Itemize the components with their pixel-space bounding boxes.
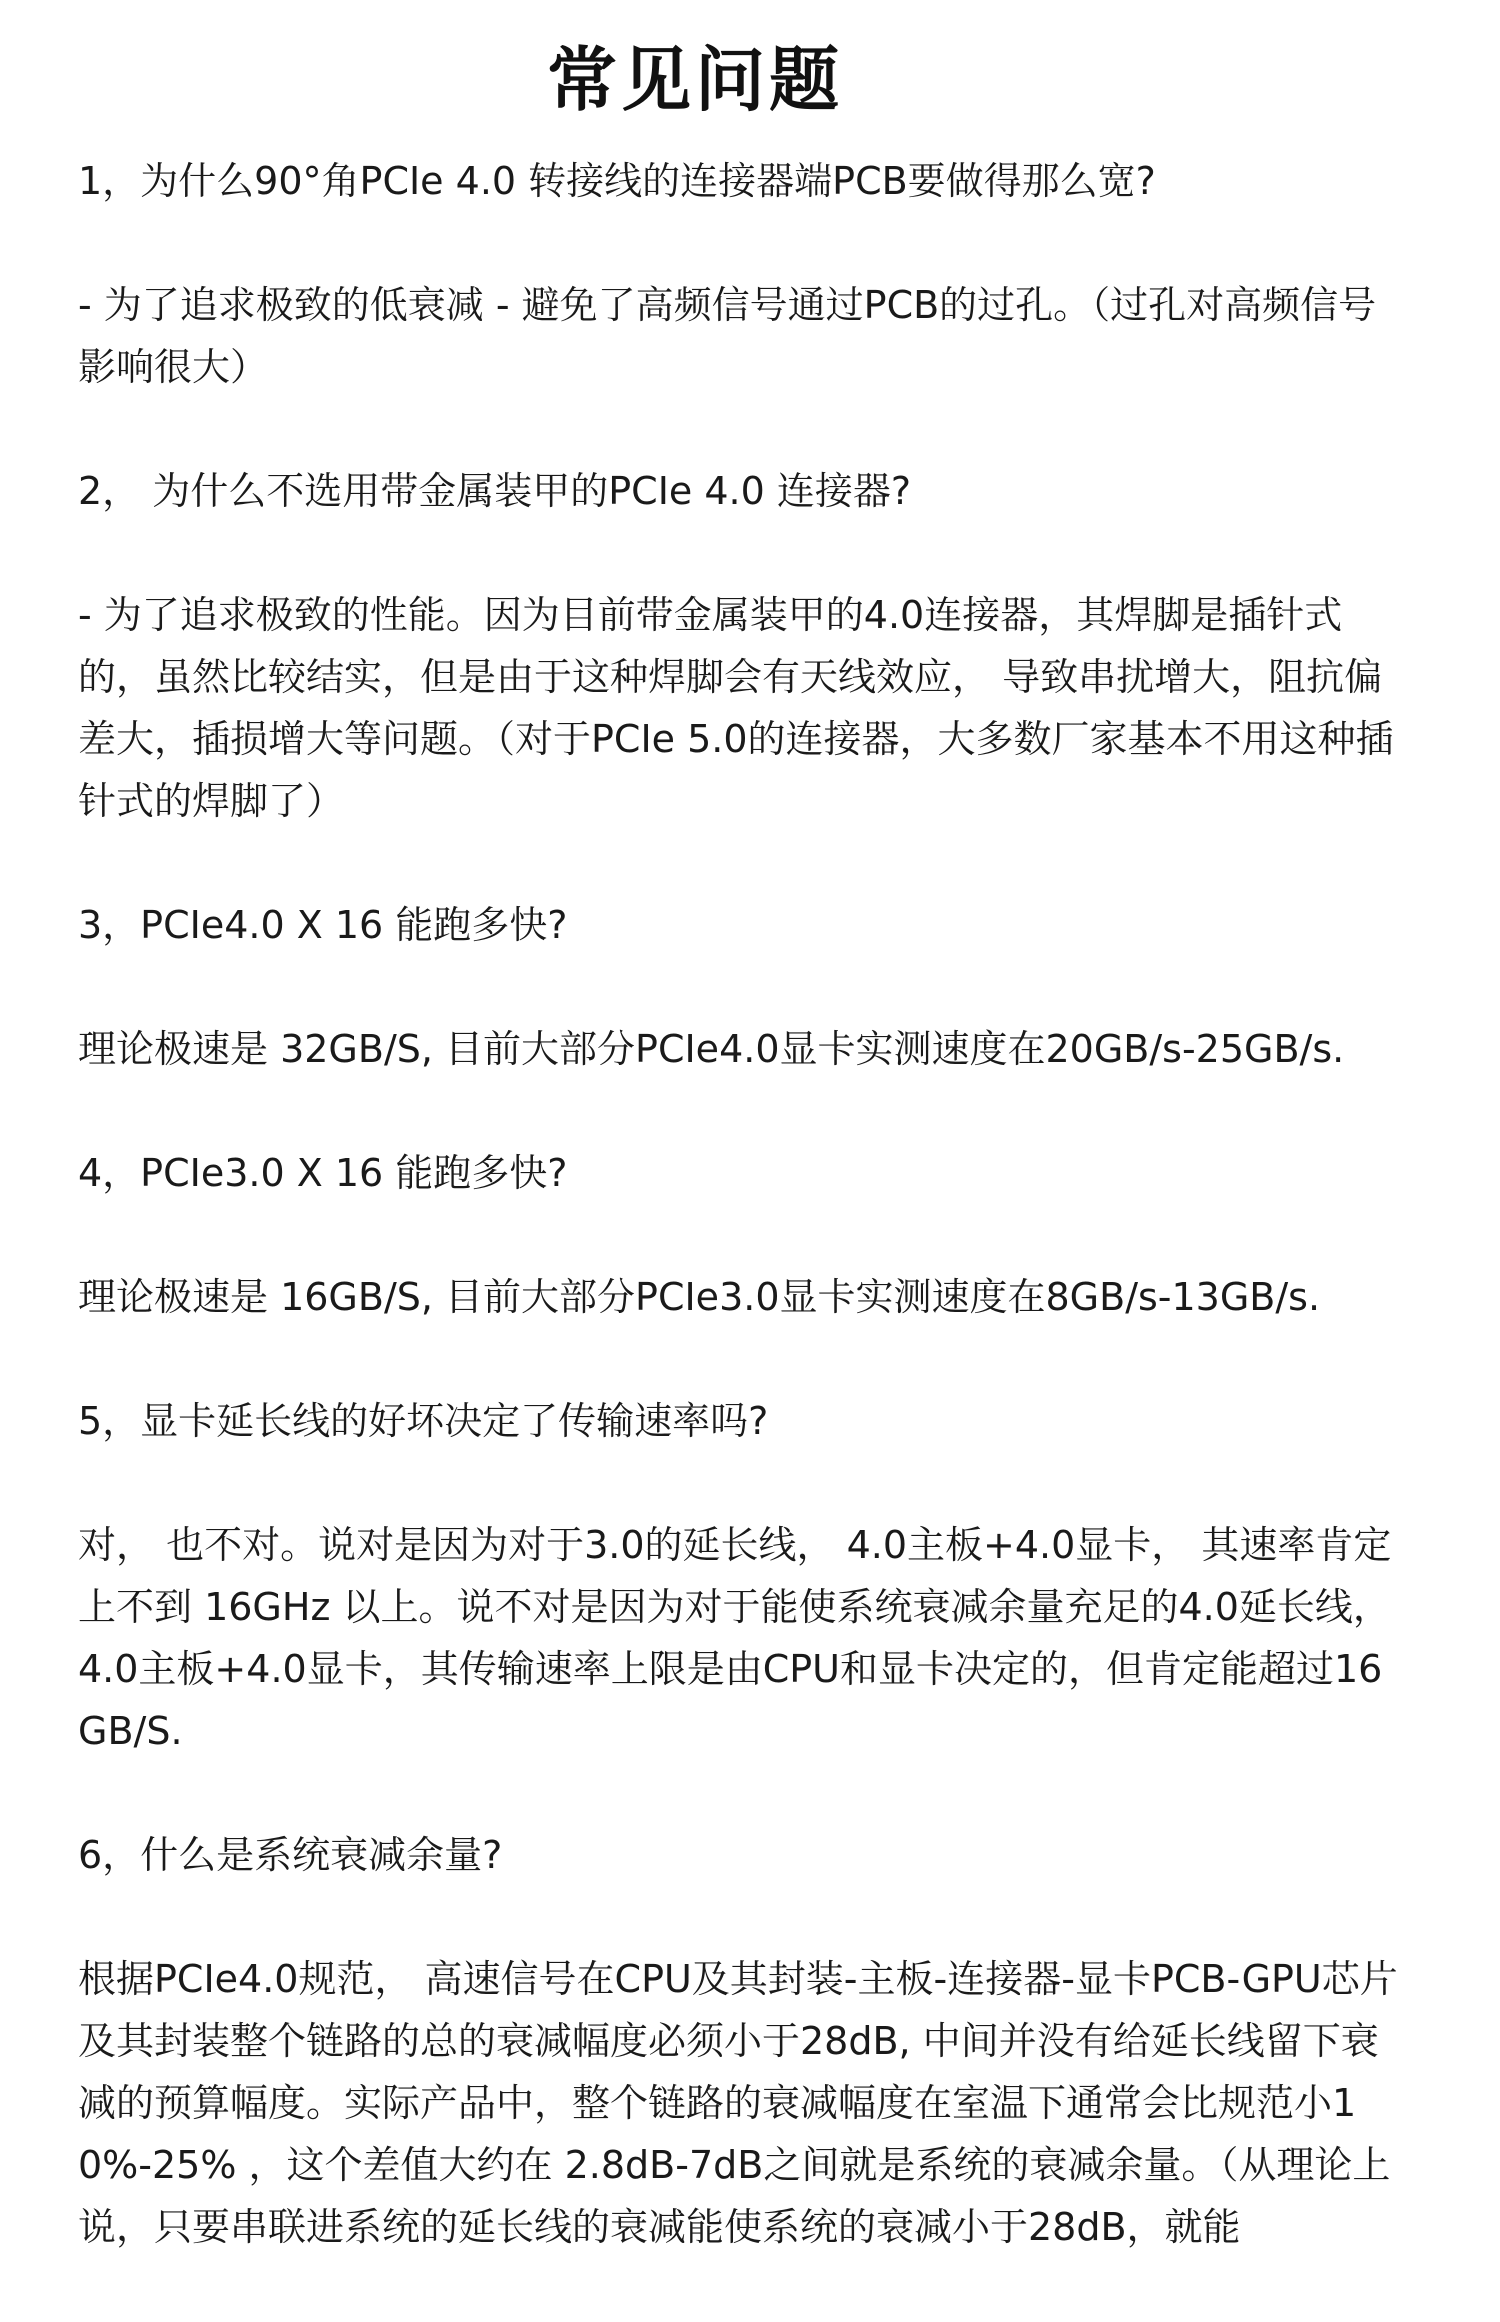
faq-answer-6: 根据PCIe4.0规范， 高速信号在CPU及其封装-主板-连接器-显卡PCB-GPU芯片及其封装整个链路的总的衰减幅度必须小于28dB, 中间并没有给延长线留下衰减的预算幅度。实际产品中，整个链路的衰减幅度在室温下通常会比规范小10%-25% ，这个差值大约在 2.8dB-7dB之间就是系统的衰减余量。（从理论上说，只要串联进系统的延长线的衰减能使系统的衰减小于28dB，就能 bbox=[78, 1957, 1398, 2249]
faq-question-4: 4，PCIe3.0 X 16 能跑多快? bbox=[78, 1151, 568, 1195]
faq-question-6: 6，什么是系统衰减余量? bbox=[78, 1833, 503, 1877]
faq-answer-2: - 为了追求极致的性能。因为目前带金属装甲的4.0连接器，其焊脚是插针式的，虽然比较结实，但是由于这种焊脚会有天线效应， 导致串扰增大，阻抗偏差大，插损增大等问题。（对于PCIe 5.0的连接器，大多数厂家基本不用这种插针式的焊脚了） bbox=[78, 593, 1394, 823]
faq-question-3: 3，PCIe4.0 X 16 能跑多快? bbox=[78, 903, 568, 947]
page-title: 常见问题 bbox=[547, 39, 843, 121]
faq-answer-5: 对， 也不对。说对是因为对于3.0的延长线， 4.0主板+4.0显卡， 其速率肯定上不到 16GHz 以上。说不对是因为对于能使系统衰减余量充足的4.0延长线，4.0主板+4.0显卡，其传输速率上限是由CPU和显卡决定的，但肯定能超过16GB/S. bbox=[78, 1523, 1392, 1753]
faq-question-2: 2， 为什么不选用带金属装甲的PCIe 4.0 连接器? bbox=[78, 469, 912, 513]
faq-question-1: 1，为什么90°角PCIe 4.0 转接线的连接器端PCB要做得那么宽? bbox=[78, 159, 1156, 203]
faq-answer-4: 理论极速是 16GB/S, 目前大部分PCIe3.0显卡实测速度在8GB/s-13GB/s. bbox=[78, 1275, 1321, 1319]
faq-answer-1: - 为了追求极致的低衰减 - 避免了高频信号通过PCB的过孔。（过孔对高频信号影响很大） bbox=[78, 283, 1377, 389]
faq-answer-3: 理论极速是 32GB/S, 目前大部分PCIe4.0显卡实测速度在20GB/s-25GB/s. bbox=[78, 1027, 1345, 1071]
faq-question-5: 5，显卡延长线的好坏决定了传输速率吗? bbox=[78, 1399, 769, 1443]
faq-list bbox=[78, 150, 1398, 2258]
